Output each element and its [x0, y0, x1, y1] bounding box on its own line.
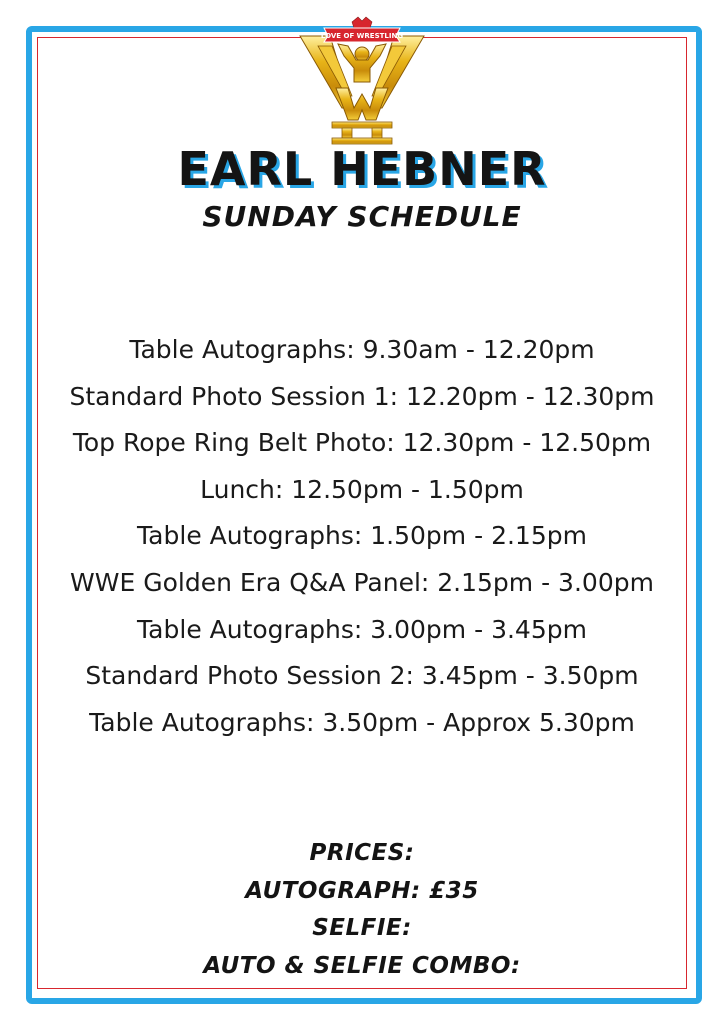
schedule-item: Table Autographs: 3.00pm - 3.45pm — [137, 614, 587, 644]
schedule-item: Lunch: 12.50pm - 1.50pm — [200, 474, 524, 504]
schedule-item: Standard Photo Session 2: 3.45pm - 3.50pm — [85, 661, 639, 691]
combo-price: AUTO & SELFIE COMBO: — [203, 952, 521, 979]
love-of-wrestling-logo — [296, 16, 428, 146]
schedule-item: WWE Golden Era Q&A Panel: 2.15pm - 3.00pm — [70, 567, 654, 597]
schedule-item: Top Rope Ring Belt Photo: 12.30pm - 12.50pm — [72, 428, 652, 458]
gold-wrestler-crown-icon — [296, 16, 428, 146]
prices-heading: PRICES: — [309, 840, 415, 866]
page-subtitle: SUNDAY SCHEDULE — [202, 200, 522, 233]
schedule-item: Standard Photo Session 1: 12.20pm - 12.30pm — [69, 381, 655, 411]
schedule-item: Table Autographs: 1.50pm - 2.15pm — [137, 521, 587, 551]
selfie-price: SELFIE: — [312, 915, 412, 941]
page-title: EARL HEBNER — [177, 142, 547, 196]
schedule-item: Table Autographs: 9.30am - 12.20pm — [129, 335, 595, 364]
schedule-list — [0, 327, 724, 746]
schedule-item: Table Autographs: 3.50pm - Approx 5.30pm — [89, 707, 635, 737]
prices-section — [0, 835, 724, 985]
logo-banner-text: LOVE OF WRESTLING — [320, 32, 404, 40]
autograph-price: AUTOGRAPH: £35 — [245, 877, 479, 904]
